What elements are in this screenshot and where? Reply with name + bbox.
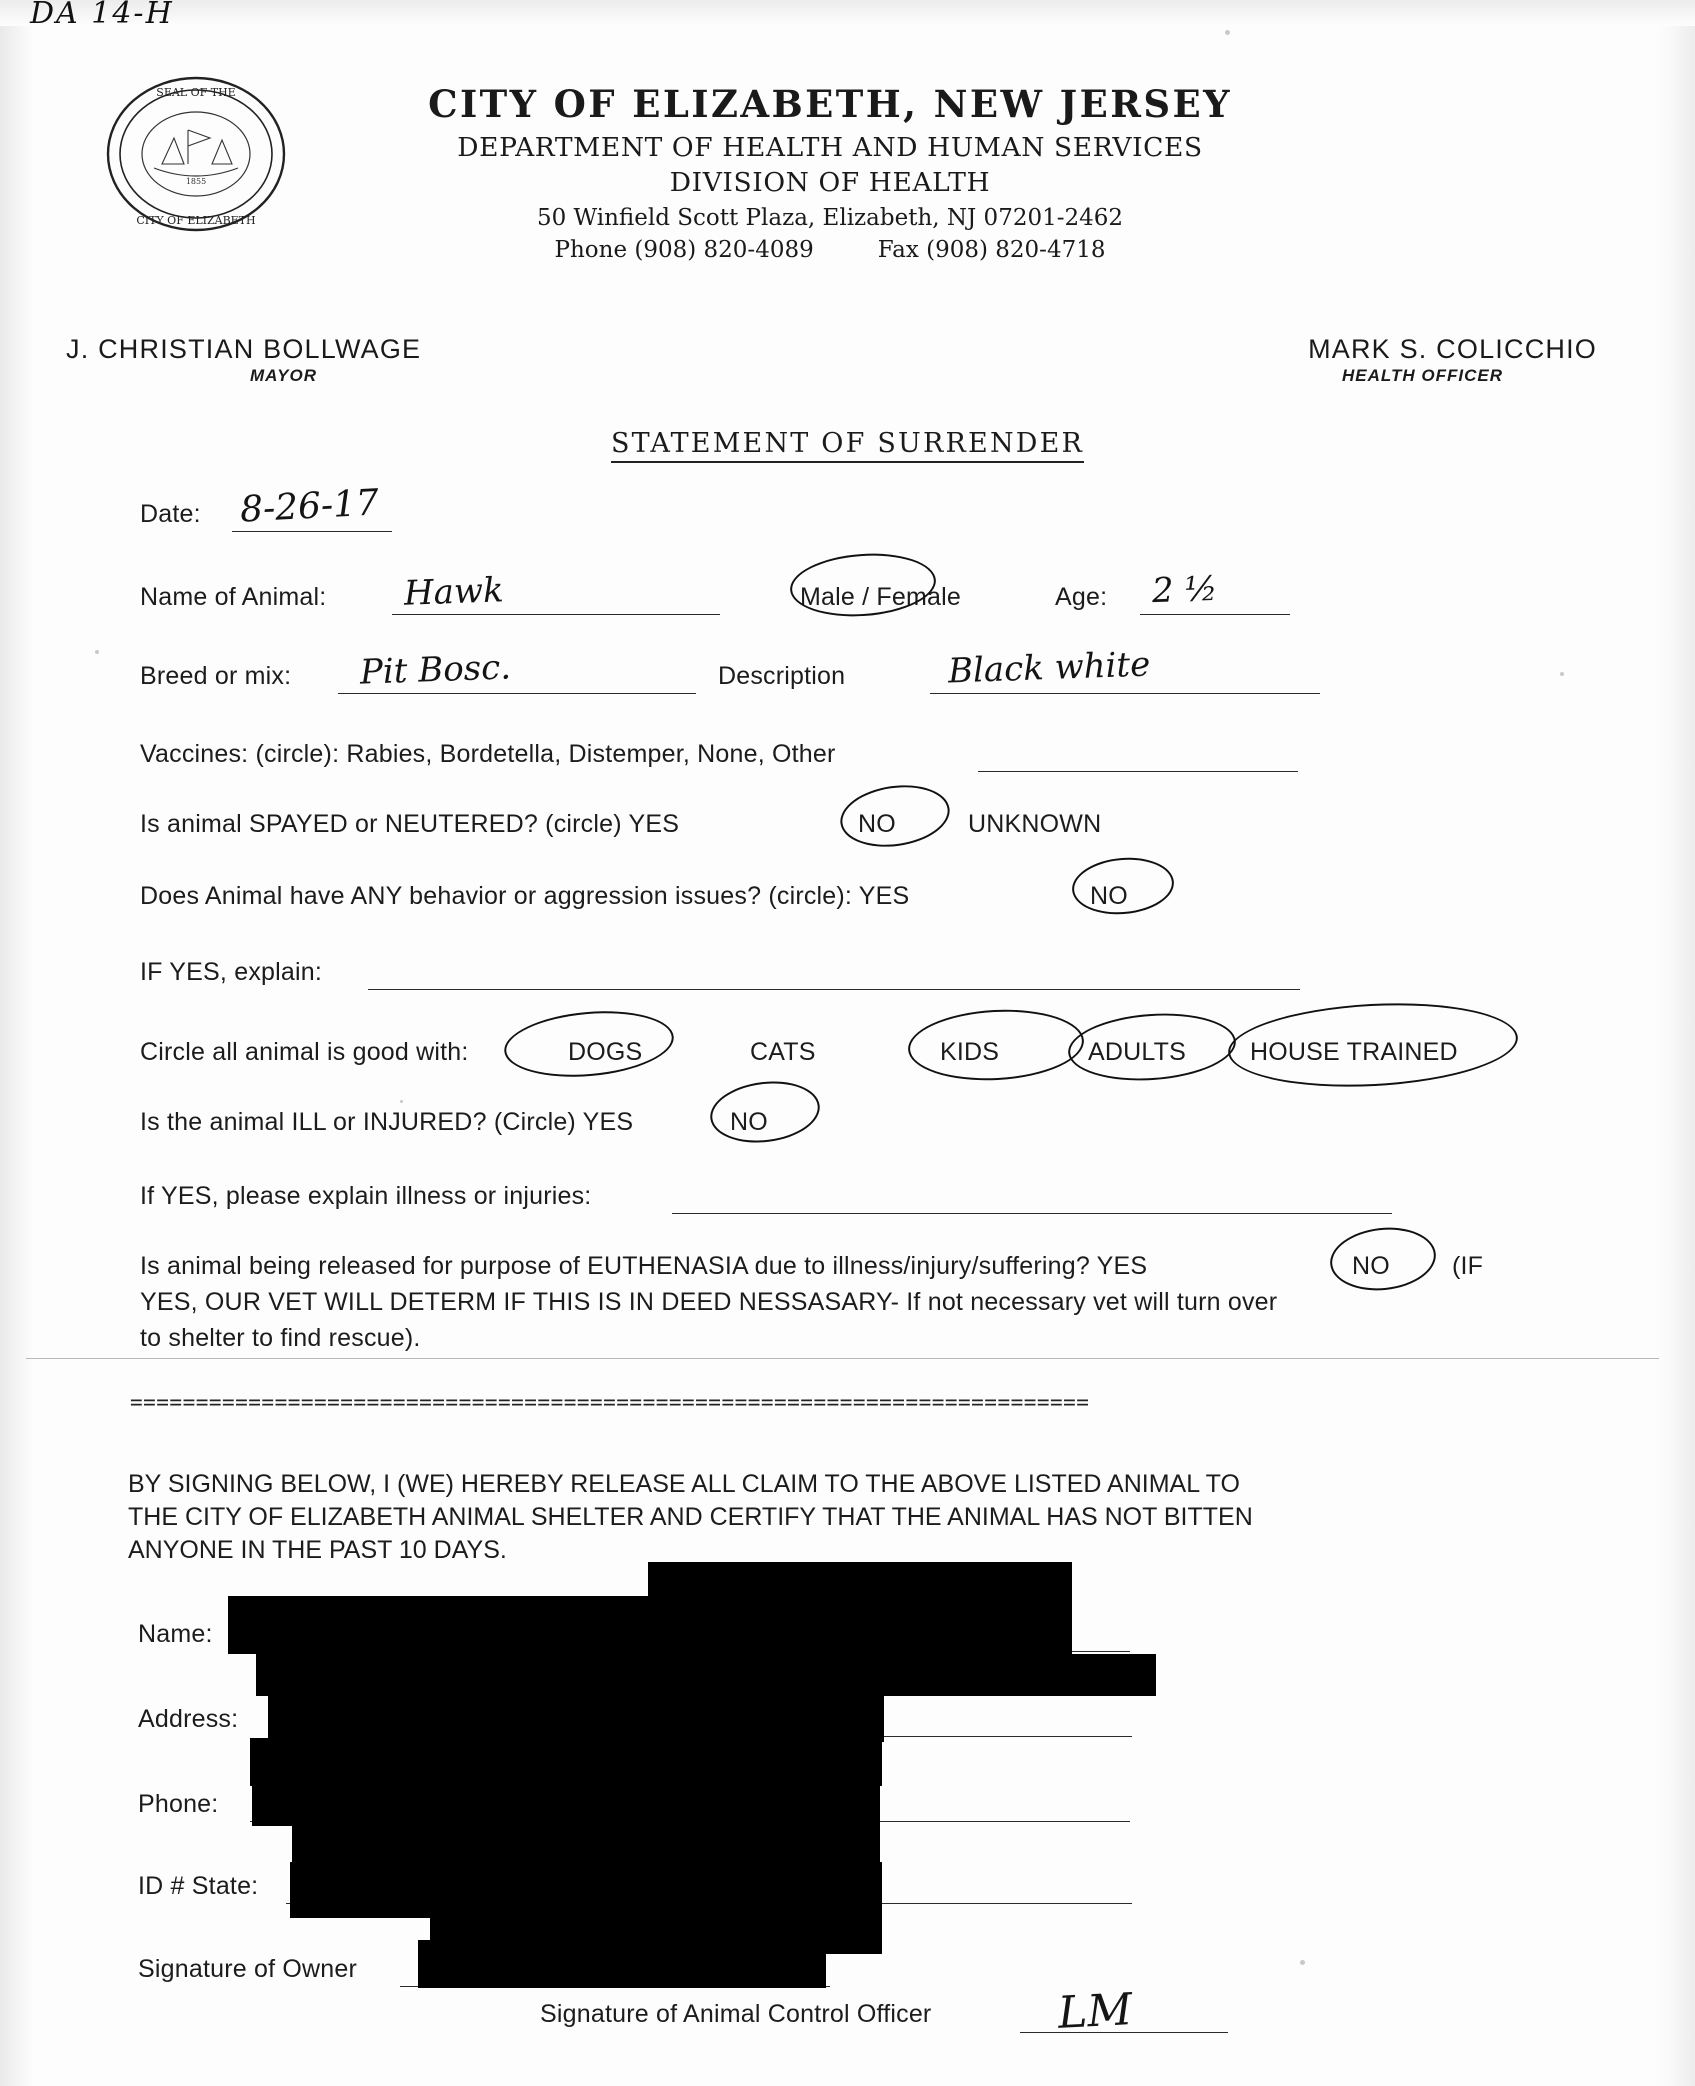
good-with-option-kids: KIDS [940, 1038, 1000, 1066]
illness-explain-label: If YES, please explain illness or injuries: [140, 1182, 592, 1210]
document-header [330, 82, 1330, 263]
good-with-option-house-trained: HOUSE TRAINED [1250, 1038, 1458, 1066]
vaccines-other-rule [978, 771, 1298, 772]
if-yes-explain-label: IF YES, explain: [140, 958, 322, 986]
header-contact [330, 237, 1330, 263]
scan-speck [1225, 30, 1230, 35]
mayor-name: J. CHRISTIAN BOLLWAGE [66, 334, 422, 364]
age-value-handwritten: 2 ½ [1151, 568, 1219, 612]
description-value-handwritten: Black white [947, 644, 1151, 692]
spayed-no-circle-mark [836, 779, 953, 854]
animal-name-value-handwritten: Hawk [403, 570, 505, 614]
ill-no-option: NO [730, 1108, 768, 1136]
scan-fold-line [26, 1358, 1659, 1359]
header-department: DEPARTMENT OF HEALTH AND HUMAN SERVICES [457, 132, 1203, 163]
animal-name-label: Name of Animal: [140, 583, 327, 611]
good-with-option-cats: CATS [750, 1038, 816, 1066]
animal-name-rule [392, 614, 720, 615]
redaction-block [268, 1690, 884, 1742]
description-rule [930, 693, 1320, 694]
behavior-no-option: NO [1090, 882, 1128, 910]
date-label: Date: [140, 500, 201, 528]
scan-speck [1300, 1960, 1305, 1965]
euthanasia-label: Is animal being released for purpose of EUTHENASIA due to illness/injury/suffering? YES [140, 1252, 1148, 1280]
good-with-kids-circle-mark [906, 1005, 1085, 1084]
redaction-block [418, 1940, 826, 1988]
aco-signature-label: Signature of Animal Control Officer [540, 2000, 932, 2028]
scan-speck [95, 650, 99, 654]
good-with-adults-circle-mark [1066, 1008, 1238, 1086]
header-address: 50 Winfield Scott Plaza, Elizabeth, NJ 07201-2462 [536, 205, 1124, 231]
owner-phone-label: Phone: [138, 1790, 219, 1818]
redaction-block [228, 1596, 1072, 1654]
behavior-label: Does Animal have ANY behavior or aggression issues? (circle): YES [140, 882, 910, 910]
behavior-no-circle-mark [1070, 854, 1176, 919]
euthanasia-line2: YES, OUR VET WILL DETERM IF THIS IS IN DEED NESSASARY- If not necessary vet will turn over [140, 1288, 1278, 1316]
svg-text:1855: 1855 [185, 177, 207, 186]
header-division: DIVISION OF HEALTH [669, 167, 991, 198]
svg-text:CITY OF ELIZABETH: CITY OF ELIZABETH [136, 214, 256, 227]
good-with-label: Circle all animal is good with: [140, 1038, 469, 1066]
breed-label: Breed or mix: [140, 662, 292, 690]
age-label: Age: [1055, 583, 1108, 611]
owner-name-label: Name: [138, 1620, 213, 1648]
good-with-option-dogs: DOGS [568, 1038, 643, 1066]
good-with-house-trained-circle-mark [1226, 996, 1520, 1093]
scan-speck [400, 1100, 403, 1103]
header-phone: Phone (908) 820-4089 [554, 237, 814, 263]
form-title-text: STATEMENT OF SURRENDER [611, 428, 1084, 463]
svg-text:SEAL OF THE: SEAL OF THE [156, 86, 236, 99]
breed-rule [338, 693, 696, 694]
age-rule [1140, 614, 1290, 615]
sex-options: Male / Female [800, 583, 961, 611]
illness-explain-rule [672, 1213, 1392, 1214]
date-value-handwritten: 8-26-17 [239, 482, 380, 531]
form-title [0, 428, 1695, 459]
vaccines-label: Vaccines: (circle): Rabies, Bordetella, Distemper, None, Other [140, 740, 836, 768]
description-label: Description [718, 662, 846, 690]
header-fax: Fax (908) 820-4718 [877, 237, 1106, 263]
owner-signature-label: Signature of Owner [138, 1955, 357, 1983]
if-yes-explain-rule [368, 989, 1300, 990]
section-divider: ========================================================================= [130, 1390, 1090, 1414]
owner-id-state-label: ID # State: [138, 1872, 259, 1900]
ill-no-circle-mark [707, 1076, 823, 1149]
spayed-unknown-option: UNKNOWN [968, 810, 1102, 838]
release-statement-line-2: THE CITY OF ELIZABETH ANIMAL SHELTER AND CERTIFY THAT THE ANIMAL HAS NOT BITTEN [128, 1503, 1253, 1531]
release-statement [128, 1468, 1528, 1567]
health-officer-name: MARK S. COLICCHIO [1308, 334, 1597, 364]
mayor-title: MAYOR [250, 366, 318, 385]
doc-number-handwritten: DA 14-H [30, 0, 174, 31]
scan-edge-left [0, 0, 34, 2086]
euthanasia-no-circle-mark [1327, 1223, 1439, 1296]
aco-signature-handwritten: LM [1056, 1984, 1134, 2039]
release-statement-line-1: BY SIGNING BELOW, I (WE) HEREBY RELEASE ALL CLAIM TO THE ABOVE LISTED ANIMAL TO [128, 1470, 1240, 1498]
scan-speck [1560, 672, 1564, 676]
city-seal-icon [100, 72, 292, 236]
health-officer-title: HEALTH OFFICER [1341, 366, 1503, 385]
owner-address-label: Address: [138, 1705, 239, 1733]
redaction-block [252, 1780, 880, 1826]
scan-edge-right [1655, 0, 1695, 2086]
scan-edge-top [0, 0, 1695, 26]
breed-value-handwritten: Pit Bosc. [359, 647, 512, 693]
good-with-dogs-circle-mark [502, 1005, 677, 1084]
good-with-option-adults: ADULTS [1088, 1038, 1186, 1066]
spayed-label: Is animal SPAYED or NEUTERED? (circle) YES [140, 810, 680, 838]
release-statement-line-3: ANYONE IN THE PAST 10 DAYS. [128, 1536, 507, 1564]
date-rule [232, 531, 392, 532]
redaction-block [250, 1738, 882, 1786]
spayed-no-option: NO [858, 810, 896, 838]
header-city: CITY OF ELIZABETH, NEW JERSEY [428, 82, 1232, 126]
euthanasia-no-option: NO [1352, 1252, 1390, 1280]
ill-label: Is the animal ILL or INJURED? (Circle) YES [140, 1108, 634, 1136]
euthanasia-line3: to shelter to find rescue). [140, 1324, 421, 1352]
euthanasia-tail: (IF [1452, 1252, 1484, 1280]
